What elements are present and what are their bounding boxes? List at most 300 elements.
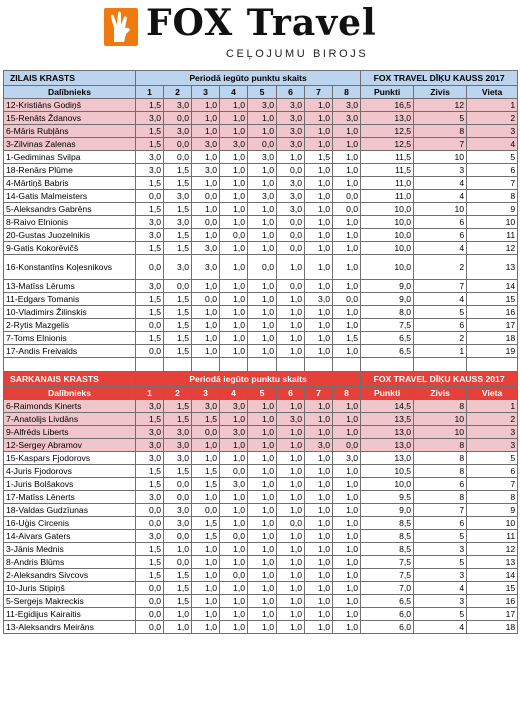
period-score: 1,0 [192, 280, 220, 293]
period-score: 1,0 [333, 504, 361, 517]
fish-count: 8 [414, 491, 467, 504]
period-score: 1,0 [220, 306, 248, 319]
period-score: 1,0 [248, 504, 277, 517]
participant-name: 1-Juris Bolšakovs [4, 478, 136, 491]
place-column-header: Vieta [467, 86, 518, 99]
place-rank: 8 [467, 190, 518, 203]
period-score: 1,0 [277, 332, 305, 345]
period-column-header: 3 [192, 86, 220, 99]
period-score: 1,0 [277, 319, 305, 332]
participant-name: 13-Aleksandrs Meirāns [4, 621, 136, 634]
period-score: 3,0 [277, 177, 305, 190]
participant-row [4, 319, 518, 332]
period-score: 1,0 [305, 530, 333, 543]
period-score: 1,0 [248, 164, 277, 177]
period-score: 0,0 [136, 608, 164, 621]
period-score: 3,0 [277, 203, 305, 216]
period-score: 0,0 [220, 229, 248, 242]
period-score: 1,0 [192, 151, 220, 164]
participant-name: 2-Rytis Mazgelis [4, 319, 136, 332]
period-column-header: 2 [164, 86, 192, 99]
period-score: 1,0 [248, 491, 277, 504]
participant-row [4, 621, 518, 634]
period-score: 0,0 [220, 569, 248, 582]
period-score: 1,0 [248, 426, 277, 439]
empty-cell [136, 358, 164, 372]
period-score: 0,0 [277, 280, 305, 293]
fox-travel-logo [104, 8, 138, 46]
period-score: 3,0 [277, 112, 305, 125]
total-points: 10,5 [361, 465, 414, 478]
period-score: 0,0 [220, 465, 248, 478]
period-score: 1,0 [192, 556, 220, 569]
fish-count: 10 [414, 203, 467, 216]
participant-row [4, 177, 518, 190]
section-title: ZILAIS KRASTS [4, 71, 136, 86]
participant-row [4, 190, 518, 203]
participant-row [4, 465, 518, 478]
period-score: 0,0 [164, 280, 192, 293]
period-score: 1,0 [333, 426, 361, 439]
period-score: 1,0 [248, 280, 277, 293]
fish-count: 5 [414, 608, 467, 621]
period-score: 1,0 [220, 151, 248, 164]
participant-name: 20-Gustas Juozelnikis [4, 229, 136, 242]
fish-column-header: Zivis [414, 387, 467, 400]
cup-title: FOX TRAVEL DĪĶU KAUSS 2017 [361, 71, 518, 86]
period-score: 1,0 [248, 621, 277, 634]
period-score: 1,0 [333, 151, 361, 164]
period-score: 1,0 [192, 112, 220, 125]
fish-count: 2 [414, 255, 467, 280]
period-score: 1,5 [192, 465, 220, 478]
period-score: 1,0 [333, 413, 361, 426]
total-points: 8,5 [361, 543, 414, 556]
period-score: 1,0 [164, 543, 192, 556]
empty-cell [4, 358, 136, 372]
period-score: 1,0 [220, 556, 248, 569]
participant-row [4, 400, 518, 413]
period-score: 3,0 [220, 400, 248, 413]
period-score: 3,0 [136, 112, 164, 125]
fish-count: 6 [414, 319, 467, 332]
period-score: 1,0 [305, 203, 333, 216]
period-score: 1,0 [220, 621, 248, 634]
period-column-header: 5 [248, 86, 277, 99]
place-rank: 10 [467, 216, 518, 229]
participant-row [4, 543, 518, 556]
period-score: 1,0 [305, 478, 333, 491]
period-score: 1,0 [277, 400, 305, 413]
period-score: 3,0 [136, 216, 164, 229]
place-rank: 6 [467, 164, 518, 177]
period-score: 1,0 [248, 125, 277, 138]
participant-name: 3-Jānis Mednis [4, 543, 136, 556]
participant-name: 18-Valdas Gudzīunas [4, 504, 136, 517]
period-score: 1,0 [248, 293, 277, 306]
period-score: 1,0 [305, 595, 333, 608]
period-score: 1,0 [333, 242, 361, 255]
period-column-header: 8 [333, 387, 361, 400]
place-rank: 7 [467, 478, 518, 491]
fish-count: 7 [414, 504, 467, 517]
period-score: 3,0 [164, 426, 192, 439]
fish-count: 4 [414, 293, 467, 306]
fish-count: 1 [414, 345, 467, 358]
period-score: 1,0 [164, 608, 192, 621]
fish-count: 4 [414, 190, 467, 203]
period-score: 3,0 [192, 138, 220, 151]
period-score: 1,0 [277, 595, 305, 608]
brand-name: FOX Travel [146, 2, 377, 44]
total-points: 10,0 [361, 216, 414, 229]
period-score: 3,0 [136, 491, 164, 504]
period-score: 1,0 [277, 530, 305, 543]
fish-count: 3 [414, 543, 467, 556]
participant-row [4, 439, 518, 452]
total-points: 8,5 [361, 530, 414, 543]
place-rank: 16 [467, 595, 518, 608]
period-score: 3,0 [136, 439, 164, 452]
period-score: 1,5 [164, 293, 192, 306]
period-score: 0,0 [136, 621, 164, 634]
fish-count: 7 [414, 280, 467, 293]
period-score: 1,0 [277, 608, 305, 621]
period-score: 1,0 [333, 517, 361, 530]
participant-name: 7-Toms Elnionis [4, 332, 136, 345]
period-score: 1,0 [305, 255, 333, 280]
total-points: 12,5 [361, 138, 414, 151]
period-score: 0,0 [277, 229, 305, 242]
hand-gesture-icon [104, 8, 138, 46]
period-column-header: 1 [136, 387, 164, 400]
place-rank: 8 [467, 491, 518, 504]
period-score: 1,0 [333, 569, 361, 582]
place-rank: 2 [467, 413, 518, 426]
period-score: 1,0 [192, 177, 220, 190]
period-score: 0,0 [248, 255, 277, 280]
total-points: 13,0 [361, 112, 414, 125]
fish-count: 4 [414, 242, 467, 255]
period-score: 1,0 [277, 491, 305, 504]
period-score: 3,0 [164, 190, 192, 203]
period-score: 1,0 [220, 242, 248, 255]
period-score: 1,5 [164, 345, 192, 358]
period-score: 1,0 [220, 517, 248, 530]
period-score: 1,5 [164, 203, 192, 216]
period-score: 0,0 [136, 517, 164, 530]
period-score: 0,0 [277, 242, 305, 255]
empty-cell [333, 358, 361, 372]
period-score: 1,5 [192, 413, 220, 426]
section-header-row [4, 372, 518, 387]
period-score: 1,0 [248, 465, 277, 478]
results-table [3, 70, 518, 634]
period-score: 1,0 [220, 345, 248, 358]
fish-count: 10 [414, 151, 467, 164]
period-score: 1,5 [136, 293, 164, 306]
place-rank: 12 [467, 543, 518, 556]
period-score: 1,0 [305, 112, 333, 125]
total-points: 7,5 [361, 569, 414, 582]
period-score: 1,0 [220, 608, 248, 621]
participant-row [4, 242, 518, 255]
period-score: 1,0 [333, 582, 361, 595]
period-score: 0,0 [220, 530, 248, 543]
period-score: 1,0 [277, 504, 305, 517]
period-score: 1,0 [248, 608, 277, 621]
period-score: 3,0 [220, 478, 248, 491]
period-score: 1,0 [333, 621, 361, 634]
period-score: 1,0 [277, 293, 305, 306]
period-score: 3,0 [277, 413, 305, 426]
period-score: 1,5 [136, 177, 164, 190]
period-score: 1,0 [248, 229, 277, 242]
period-score: 1,0 [192, 332, 220, 345]
period-score: 1,0 [305, 452, 333, 465]
period-score: 1,0 [220, 164, 248, 177]
period-column-header: 4 [220, 86, 248, 99]
place-rank: 3 [467, 426, 518, 439]
period-score: 1,0 [220, 413, 248, 426]
period-score: 1,5 [192, 530, 220, 543]
period-score: 1,0 [248, 319, 277, 332]
period-score: 1,0 [305, 345, 333, 358]
place-rank: 16 [467, 306, 518, 319]
place-rank: 11 [467, 530, 518, 543]
participant-name: 14-Gatis Malmeisters [4, 190, 136, 203]
period-score: 1,0 [277, 255, 305, 280]
fish-count: 8 [414, 400, 467, 413]
period-score: 1,5 [164, 306, 192, 319]
total-points: 10,0 [361, 255, 414, 280]
participant-name: 15-Kaspars Fjodorovs [4, 452, 136, 465]
participant-row [4, 216, 518, 229]
period-score: 1,0 [333, 177, 361, 190]
participant-name: 5-Aleksandrs Gabrēns [4, 203, 136, 216]
period-score: 1,0 [305, 99, 333, 112]
period-column-header: 5 [248, 387, 277, 400]
place-rank: 11 [467, 229, 518, 242]
period-score: 1,0 [305, 216, 333, 229]
period-score: 1,0 [220, 332, 248, 345]
fish-count: 3 [414, 569, 467, 582]
total-points: 9,0 [361, 293, 414, 306]
total-points: 13,5 [361, 413, 414, 426]
period-score: 1,5 [136, 332, 164, 345]
total-points: 9,0 [361, 280, 414, 293]
total-points: 11,5 [361, 151, 414, 164]
period-score: 1,0 [305, 569, 333, 582]
total-points: 10,0 [361, 229, 414, 242]
period-score: 3,0 [164, 452, 192, 465]
period-column-header: 4 [220, 387, 248, 400]
period-score: 3,0 [192, 242, 220, 255]
participant-row [4, 151, 518, 164]
period-score: 1,0 [305, 543, 333, 556]
total-points: 12,5 [361, 125, 414, 138]
period-score: 1,0 [248, 242, 277, 255]
period-score: 1,0 [220, 319, 248, 332]
period-score: 1,0 [248, 203, 277, 216]
period-score: 1,0 [333, 400, 361, 413]
place-rank: 19 [467, 345, 518, 358]
period-score: 1,0 [248, 595, 277, 608]
total-points: 11,0 [361, 177, 414, 190]
participant-column-header: Dalībnieks [4, 86, 136, 99]
period-score: 1,0 [248, 439, 277, 452]
period-score: 1,5 [136, 413, 164, 426]
period-score: 1,0 [333, 216, 361, 229]
period-score: 1,0 [248, 306, 277, 319]
period-score: 1,0 [277, 465, 305, 478]
total-points: 10,0 [361, 203, 414, 216]
period-score: 0,0 [277, 216, 305, 229]
period-score: 1,0 [220, 595, 248, 608]
place-rank: 17 [467, 319, 518, 332]
participant-name: 16-Konstantīns Koļesnikovs [4, 255, 136, 280]
period-score: 3,0 [192, 255, 220, 280]
participant-name: 9-Gatis Kokorēvičš [4, 242, 136, 255]
participant-row [4, 125, 518, 138]
period-column-header: 7 [305, 387, 333, 400]
period-score: 0,0 [192, 216, 220, 229]
period-score: 1,0 [248, 345, 277, 358]
period-score: 1,0 [333, 345, 361, 358]
period-points-title: Periodā iegūto punktu skaits [136, 71, 361, 86]
period-score: 1,0 [192, 582, 220, 595]
period-score: 1,5 [136, 465, 164, 478]
period-score: 1,0 [277, 543, 305, 556]
participant-column-header: Dalībnieks [4, 387, 136, 400]
period-score: 0,0 [192, 426, 220, 439]
period-score: 1,0 [305, 491, 333, 504]
period-score: 0,0 [136, 504, 164, 517]
total-points: 13,0 [361, 452, 414, 465]
period-score: 3,0 [305, 293, 333, 306]
period-score: 1,0 [248, 216, 277, 229]
participant-row [4, 138, 518, 151]
place-rank: 2 [467, 112, 518, 125]
period-score: 1,0 [305, 242, 333, 255]
period-score: 3,0 [136, 400, 164, 413]
total-points: 13,0 [361, 439, 414, 452]
period-score: 1,0 [333, 229, 361, 242]
period-score: 3,0 [333, 452, 361, 465]
participant-name: 14-Aivars Gaters [4, 530, 136, 543]
period-score: 1,5 [164, 413, 192, 426]
period-score: 1,0 [220, 491, 248, 504]
period-score: 1,0 [192, 229, 220, 242]
period-score: 1,0 [305, 306, 333, 319]
fish-count: 5 [414, 306, 467, 319]
participant-name: 11-Egidijus Kairaitis [4, 608, 136, 621]
period-score: 0,0 [248, 138, 277, 151]
place-column-header: Vieta [467, 387, 518, 400]
period-score: 0,0 [136, 190, 164, 203]
place-rank: 1 [467, 99, 518, 112]
period-score: 1,0 [333, 465, 361, 478]
period-score: 1,0 [192, 595, 220, 608]
participant-row [4, 452, 518, 465]
period-score: 0,0 [333, 439, 361, 452]
period-score: 1,0 [277, 439, 305, 452]
period-score: 1,0 [277, 426, 305, 439]
period-score: 1,0 [305, 190, 333, 203]
period-score: 1,0 [220, 112, 248, 125]
period-score: 3,0 [192, 164, 220, 177]
period-score: 1,0 [220, 190, 248, 203]
period-score: 3,0 [220, 426, 248, 439]
participant-row [4, 595, 518, 608]
period-score: 1,0 [248, 452, 277, 465]
participant-name: 8-Raivo Elnionis [4, 216, 136, 229]
fish-count: 6 [414, 517, 467, 530]
period-score: 1,0 [248, 177, 277, 190]
period-score: 1,0 [277, 452, 305, 465]
period-score: 1,5 [164, 242, 192, 255]
points-column-header: Punkti [361, 86, 414, 99]
participant-row [4, 345, 518, 358]
period-score: 3,0 [164, 439, 192, 452]
fish-count: 4 [414, 177, 467, 190]
participant-row [4, 491, 518, 504]
total-points: 7,5 [361, 319, 414, 332]
period-score: 1,0 [192, 306, 220, 319]
period-score: 1,0 [305, 608, 333, 621]
period-score: 1,0 [277, 582, 305, 595]
total-points: 11,5 [361, 164, 414, 177]
participant-name: 12-Kristiāns Godiņš [4, 99, 136, 112]
place-rank: 12 [467, 242, 518, 255]
period-score: 0,0 [136, 582, 164, 595]
period-score: 1,0 [333, 125, 361, 138]
period-score: 1,0 [192, 203, 220, 216]
period-score: 1,5 [136, 543, 164, 556]
total-points: 8,0 [361, 306, 414, 319]
period-score: 1,0 [333, 164, 361, 177]
period-score: 1,5 [164, 569, 192, 582]
participant-name: 11-Edgars Tomanis [4, 293, 136, 306]
period-score: 1,0 [277, 306, 305, 319]
participant-name: 9-Alfrēds Liberts [4, 426, 136, 439]
period-score: 0,0 [164, 138, 192, 151]
period-score: 3,0 [220, 138, 248, 151]
period-score: 1,5 [164, 319, 192, 332]
period-score: 3,0 [164, 99, 192, 112]
period-score: 3,0 [164, 504, 192, 517]
period-score: 1,0 [220, 543, 248, 556]
period-score: 3,0 [136, 530, 164, 543]
period-score: 1,0 [220, 99, 248, 112]
empty-cell [220, 358, 248, 372]
participant-row [4, 582, 518, 595]
period-score: 3,0 [277, 99, 305, 112]
period-score: 3,0 [136, 151, 164, 164]
participant-row [4, 569, 518, 582]
period-score: 1,0 [333, 319, 361, 332]
period-score: 0,0 [333, 203, 361, 216]
total-points: 9,0 [361, 504, 414, 517]
period-score: 3,0 [164, 216, 192, 229]
period-score: 1,0 [277, 621, 305, 634]
period-score: 0,0 [136, 345, 164, 358]
period-score: 3,0 [136, 452, 164, 465]
period-score: 1,0 [333, 280, 361, 293]
empty-cell [305, 358, 333, 372]
period-score: 1,0 [220, 280, 248, 293]
period-score: 1,5 [164, 332, 192, 345]
